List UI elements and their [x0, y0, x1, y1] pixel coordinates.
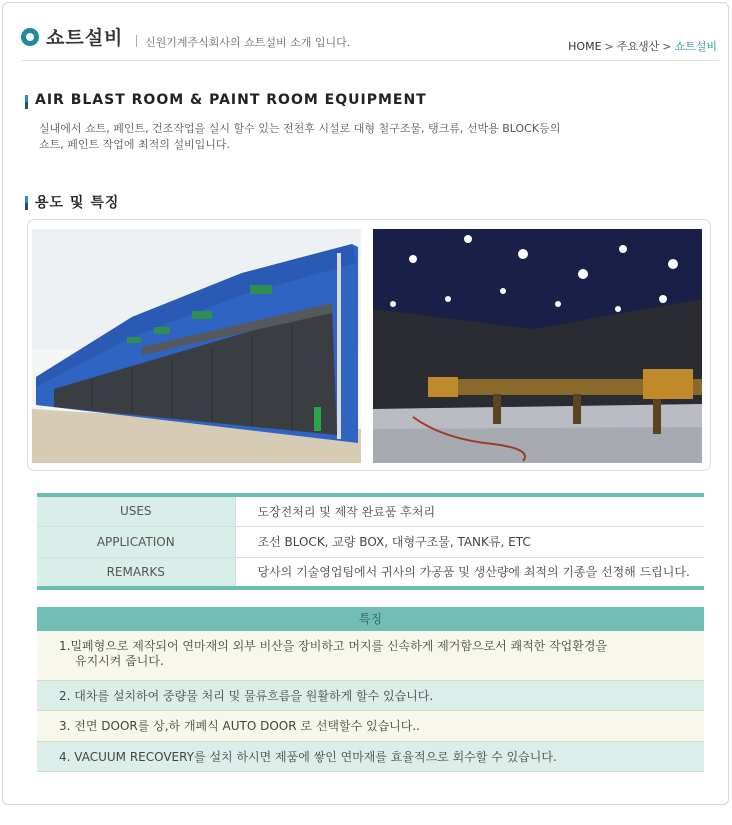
- table-row: [37, 557, 704, 588]
- spec-value: 조선 BLOCK, 교량 BOX, 대형구조물, TANK류, ETC: [235, 526, 704, 557]
- usage-heading: 용도 및 특징: [35, 195, 120, 211]
- page-subtitle: 신원기계주식회사의 쇼트설비 소개 입니다.: [145, 36, 351, 49]
- section-bar-icon: [25, 196, 28, 210]
- intro-heading: AIR BLAST ROOM & PAINT ROOM EQUIPMENT: [35, 92, 427, 108]
- breadcrumb-current[interactable]: 쇼트설비: [674, 40, 717, 53]
- breadcrumb: [568, 38, 717, 54]
- section-bar-icon: [25, 95, 28, 109]
- feature-item: 3. 전면 DOOR를 상,하 개폐식 AUTO DOOR 로 선택할수 있습니다..: [37, 711, 704, 742]
- table-row: [37, 526, 704, 557]
- page-header: [21, 25, 719, 61]
- circle-bullet-icon: [21, 28, 39, 46]
- content-frame: [2, 2, 729, 805]
- features-table: [37, 607, 704, 772]
- page-title: 쇼트설비: [46, 27, 124, 49]
- breadcrumb-parent[interactable]: 주요생산: [616, 40, 660, 53]
- paint-room-interior-photo: [373, 229, 702, 463]
- chevron-right-icon: >: [604, 40, 614, 53]
- title-divider: [136, 35, 137, 47]
- feature-text: 1.밀폐형으로 제작되어 연마재의 외부 비산을 장비하고 머지를 신속하게 제거함으로서 쾌적한 작업환경을: [59, 639, 608, 653]
- intro-line: 쇼트, 페인트 작업에 최적의 설비입니다.: [39, 138, 230, 151]
- intro-line: 실내에서 쇼트, 페인트, 건조작업을 실시 할수 있는 전천후 시설로 대형 철구조물, 탱크류, 선박용 BLOCK등의: [39, 122, 561, 135]
- intro-text: [39, 121, 629, 153]
- feature-item: 4. VACUUM RECOVERY를 설치 하시면 제품에 쌓인 연마재를 효율적으로 회수할 수 있습니다.: [37, 742, 704, 772]
- feature-item: 2. 대차를 설치하여 중량물 처리 및 물류흐름을 원활하게 할수 있습니다.: [37, 681, 704, 711]
- spec-value: 당사의 기술영업팀에서 귀사의 가공품 및 생산량에 최적의 기종을 선정해 드립니다.: [235, 557, 704, 588]
- features-heading: 특징: [37, 607, 704, 631]
- photo-gallery: [27, 219, 711, 471]
- table-row: [37, 495, 704, 526]
- spec-value: 도장전처리 및 제작 완료품 후처리: [235, 495, 704, 526]
- feature-text: 유지시켜 줍니다.: [75, 654, 164, 668]
- spec-label: REMARKS: [37, 557, 235, 588]
- blast-room-exterior-photo: [32, 229, 361, 463]
- spec-table: [37, 493, 704, 590]
- breadcrumb-home[interactable]: HOME: [568, 40, 602, 53]
- spec-label: USES: [37, 495, 235, 526]
- feature-item: [37, 631, 704, 681]
- spec-label: APPLICATION: [37, 526, 235, 557]
- chevron-right-icon: >: [662, 40, 672, 53]
